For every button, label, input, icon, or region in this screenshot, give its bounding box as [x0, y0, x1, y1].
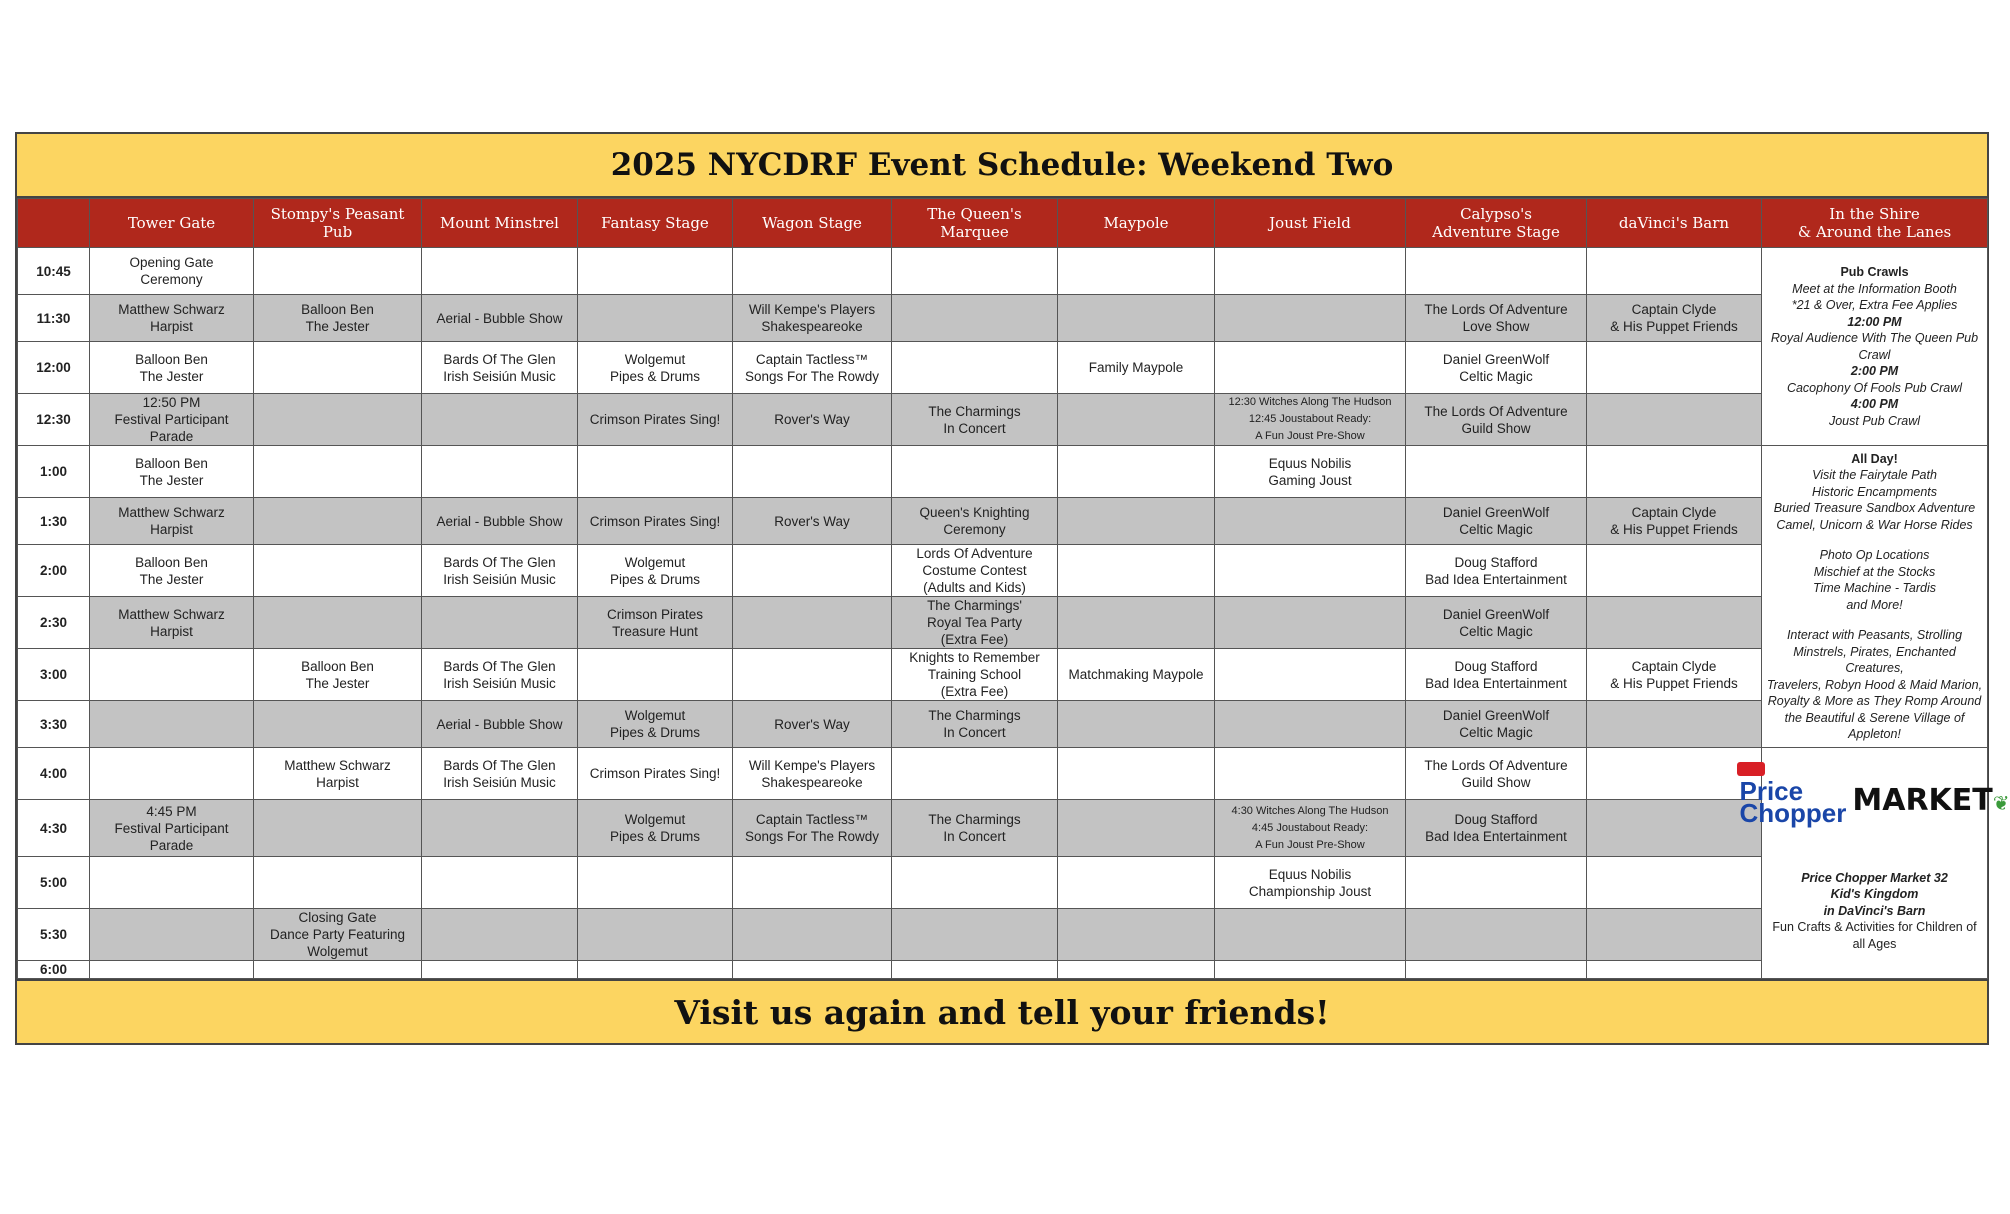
event-cell: Matthew Schwarz Harpist	[90, 498, 254, 545]
event-cell: Captain Clyde & His Puppet Friends	[1587, 295, 1762, 342]
pub-crawls-heading: Pub Crawls	[1840, 265, 1909, 279]
event-cell	[422, 857, 578, 909]
event-cell	[733, 649, 892, 701]
column-header: daVinci's Barn	[1587, 199, 1762, 248]
event-cell	[1215, 295, 1406, 342]
event-cell	[1587, 961, 1762, 979]
header-row	[18, 199, 1988, 248]
event-cell	[1406, 961, 1587, 979]
event-cell	[254, 800, 422, 857]
event-cell	[254, 857, 422, 909]
event-cell	[578, 961, 733, 979]
kids-line: Kid's Kingdom	[1830, 887, 1919, 902]
event-cell: The Charmings' Royal Tea Party (Extra Fee)	[892, 597, 1058, 649]
event-cell	[1058, 909, 1215, 961]
time-cell: 10:45	[18, 248, 90, 295]
event-cell	[1406, 857, 1587, 909]
event-cell	[1215, 545, 1406, 597]
photo-op-item: Time Machine - Tardis	[1812, 581, 1937, 595]
time-cell: 12:30	[18, 394, 90, 446]
event-cell	[422, 909, 578, 961]
event-cell	[578, 446, 733, 498]
schedule-row	[18, 248, 1988, 295]
time-cell: 6:00	[18, 961, 90, 979]
column-header: Joust Field	[1215, 199, 1406, 248]
event-cell	[1058, 446, 1215, 498]
event-cell	[1587, 800, 1762, 857]
event-cell	[1215, 649, 1406, 701]
kids-line: in DaVinci's Barn	[1823, 903, 1926, 918]
event-cell: The Charmings In Concert	[892, 800, 1058, 857]
event-cell: Bards Of The Glen Irish Seisiún Music	[422, 545, 578, 597]
pub-crawl-time: 12:00 PM	[1847, 314, 1902, 329]
event-cell	[1215, 961, 1406, 979]
event-cell	[90, 649, 254, 701]
event-cell	[1587, 857, 1762, 909]
event-cell	[422, 248, 578, 295]
event-cell	[1058, 248, 1215, 295]
event-cell	[892, 248, 1058, 295]
event-cell	[578, 248, 733, 295]
event-cell	[1587, 394, 1762, 446]
side-all-day	[1762, 446, 1988, 748]
time-cell: 5:30	[18, 909, 90, 961]
side-pub-crawls	[1762, 248, 1988, 446]
event-cell	[1587, 748, 1762, 800]
event-cell	[1058, 498, 1215, 545]
schedule-row	[18, 342, 1988, 394]
event-cell	[1058, 748, 1215, 800]
event-cell: Balloon Ben The Jester	[254, 649, 422, 701]
event-cell: The Charmings In Concert	[892, 701, 1058, 748]
pub-crawls-info: Meet at the Information Booth	[1792, 281, 1957, 296]
event-cell	[90, 961, 254, 979]
event-cell: Equus Nobilis Gaming Joust	[1215, 446, 1406, 498]
event-cell: Doug Stafford Bad Idea Entertainment	[1406, 649, 1587, 701]
event-cell	[892, 446, 1058, 498]
event-cell	[892, 748, 1058, 800]
photo-op-item: and More!	[1846, 597, 1903, 612]
event-cell	[254, 248, 422, 295]
schedule-row	[18, 748, 1988, 800]
schedule-table	[17, 198, 2010, 979]
event-cell	[892, 857, 1058, 909]
kids-line: Price Chopper Market 32	[1801, 870, 1948, 885]
event-cell	[1587, 909, 1762, 961]
event-cell	[1215, 498, 1406, 545]
event-cell: Knights to Remember Training School (Extra Fee)	[892, 649, 1058, 701]
event-cell	[254, 701, 422, 748]
schedule-row	[18, 498, 1988, 545]
all-day-item: Buried Treasure Sandbox Adventure	[1773, 501, 1976, 515]
event-cell: Will Kempe's Players Shakespeareoke	[733, 748, 892, 800]
event-cell: 12:50 PM Festival Participant Parade	[90, 394, 254, 446]
event-cell	[733, 545, 892, 597]
event-cell: Wolgemut Pipes & Drums	[578, 545, 733, 597]
kids-description: Fun Crafts & Activities for Children of all Ages	[1772, 920, 1977, 951]
event-cell: The Lords Of Adventure Guild Show	[1406, 394, 1587, 446]
all-day-heading: All Day!	[1851, 451, 1898, 466]
column-header: Fantasy Stage	[578, 199, 733, 248]
event-cell	[254, 545, 422, 597]
event-cell	[892, 342, 1058, 394]
event-cell	[1587, 248, 1762, 295]
event-cell: Matthew Schwarz Harpist	[90, 295, 254, 342]
event-cell	[254, 342, 422, 394]
event-cell	[733, 597, 892, 649]
event-cell	[1587, 597, 1762, 649]
schedule-footer: Visit us again and tell your friends!	[17, 979, 1987, 1043]
event-cell	[1058, 545, 1215, 597]
time-cell: 3:00	[18, 649, 90, 701]
event-cell	[1406, 909, 1587, 961]
schedule-row	[18, 961, 1988, 979]
event-cell	[1215, 909, 1406, 961]
event-cell: Closing Gate Dance Party Featuring Wolgemut	[254, 909, 422, 961]
event-cell	[1058, 857, 1215, 909]
event-cell	[422, 597, 578, 649]
event-cell: Bards Of The Glen Irish Seisiún Music	[422, 649, 578, 701]
event-cell	[1215, 342, 1406, 394]
event-cell: 4:45 PM Festival Participant Parade	[90, 800, 254, 857]
column-header: Maypole	[1058, 199, 1215, 248]
schedule-row	[18, 909, 1988, 961]
column-header: Stompy's Peasant Pub	[254, 199, 422, 248]
schedule-row	[18, 394, 1988, 446]
pub-crawls-note: *21 & Over, Extra Fee Applies	[1791, 298, 1958, 312]
event-cell	[733, 909, 892, 961]
schedule-row	[18, 701, 1988, 748]
event-cell	[254, 498, 422, 545]
event-cell	[1215, 748, 1406, 800]
event-cell	[422, 446, 578, 498]
all-day-item: Camel, Unicorn & War Horse Rides	[1776, 517, 1973, 532]
event-cell: Opening Gate Ceremony	[90, 248, 254, 295]
event-cell	[578, 649, 733, 701]
price-chopper-logo: Price Chopper	[1739, 780, 1846, 824]
header-time-corner	[18, 199, 90, 248]
schedule-title: 2025 NYCDRF Event Schedule: Weekend Two	[17, 134, 1987, 198]
event-cell: 4:30 Witches Along The Hudson 4:45 Joustabout Ready: A Fun Joust Pre-Show	[1215, 800, 1406, 857]
event-cell: Daniel GreenWolf Celtic Magic	[1406, 498, 1587, 545]
event-cell	[733, 446, 892, 498]
event-cell: Captain Tactless™ Songs For The Rowdy	[733, 800, 892, 857]
event-cell: Aerial - Bubble Show	[422, 498, 578, 545]
event-cell: The Lords Of Adventure Guild Show	[1406, 748, 1587, 800]
event-cell	[892, 961, 1058, 979]
event-cell: Will Kempe's Players Shakespeareoke	[733, 295, 892, 342]
event-cell	[1215, 597, 1406, 649]
event-cell: Rover's Way	[733, 394, 892, 446]
event-cell: Rover's Way	[733, 498, 892, 545]
photo-op-item: Photo Op Locations	[1819, 548, 1930, 562]
interact-text: Interact with Peasants, Strolling Minstrels, Pirates, Enchanted Creatures,	[1786, 628, 1963, 675]
event-cell	[892, 295, 1058, 342]
event-cell	[90, 701, 254, 748]
market-logo: MARKET❦	[1852, 782, 2010, 818]
all-day-item: Visit the Fairytale Path	[1812, 468, 1937, 482]
leaf-icon: ❦	[1992, 790, 2010, 815]
event-cell: Wolgemut Pipes & Drums	[578, 342, 733, 394]
event-cell: Captain Clyde & His Puppet Friends	[1587, 498, 1762, 545]
event-cell: Wolgemut Pipes & Drums	[578, 701, 733, 748]
schedule-row	[18, 649, 1988, 701]
event-cell: Matthew Schwarz Harpist	[254, 748, 422, 800]
event-cell: Crimson Pirates Treasure Hunt	[578, 597, 733, 649]
event-cell: Balloon Ben The Jester	[90, 446, 254, 498]
event-cell: The Charmings In Concert	[892, 394, 1058, 446]
column-header: Tower Gate	[90, 199, 254, 248]
event-cell	[90, 748, 254, 800]
event-cell: Aerial - Bubble Show	[422, 701, 578, 748]
time-cell: 1:30	[18, 498, 90, 545]
event-cell: Balloon Ben The Jester	[90, 342, 254, 394]
column-header: In the Shire & Around the Lanes	[1762, 199, 1988, 248]
schedule-row	[18, 800, 1988, 857]
time-cell: 2:30	[18, 597, 90, 649]
schedule-row	[18, 295, 1988, 342]
time-cell: 5:00	[18, 857, 90, 909]
time-cell: 4:30	[18, 800, 90, 857]
schedule-row	[18, 545, 1988, 597]
column-header: Calypso's Adventure Stage	[1406, 199, 1587, 248]
event-cell	[892, 909, 1058, 961]
column-header: Mount Minstrel	[422, 199, 578, 248]
pub-crawl-event: Cacophony Of Fools Pub Crawl	[1786, 380, 1963, 395]
event-cell	[1058, 800, 1215, 857]
event-cell: Equus Nobilis Championship Joust	[1215, 857, 1406, 909]
price-chopper-market-logo	[1739, 774, 2010, 830]
event-cell: Balloon Ben The Jester	[90, 545, 254, 597]
event-cell	[90, 909, 254, 961]
event-cell	[1587, 701, 1762, 748]
event-cell: Aerial - Bubble Show	[422, 295, 578, 342]
event-cell	[422, 800, 578, 857]
event-cell: Doug Stafford Bad Idea Entertainment	[1406, 800, 1587, 857]
time-cell: 4:00	[18, 748, 90, 800]
event-cell	[1406, 248, 1587, 295]
travelers-text: Travelers, Robyn Hood & Maid Marion, Royalty & More as They Romp Around the Beautiful & Serene Village of Appleton!	[1766, 677, 1983, 741]
pub-crawl-time: 4:00 PM	[1850, 397, 1899, 411]
event-cell	[733, 857, 892, 909]
event-cell	[733, 961, 892, 979]
event-cell: Captain Clyde & His Puppet Friends	[1587, 649, 1762, 701]
event-cell: 12:30 Witches Along The Hudson 12:45 Joustabout Ready: A Fun Joust Pre-Show	[1215, 394, 1406, 446]
event-cell	[733, 248, 892, 295]
time-cell: 3:30	[18, 701, 90, 748]
schedule-body	[18, 248, 2010, 979]
schedule-row	[18, 446, 1988, 498]
event-cell: Crimson Pirates Sing!	[578, 394, 733, 446]
event-cell: Matthew Schwarz Harpist	[90, 597, 254, 649]
event-cell: Queen's Knighting Ceremony	[892, 498, 1058, 545]
event-cell	[578, 909, 733, 961]
event-cell: Bards Of The Glen Irish Seisiún Music	[422, 748, 578, 800]
event-cell: Lords Of Adventure Costume Contest (Adults and Kids)	[892, 545, 1058, 597]
photo-op-item: Mischief at the Stocks	[1813, 564, 1936, 579]
event-cell: Captain Tactless™ Songs For The Rowdy	[733, 342, 892, 394]
event-cell: Wolgemut Pipes & Drums	[578, 800, 733, 857]
event-cell	[422, 394, 578, 446]
event-cell: Matchmaking Maypole	[1058, 649, 1215, 701]
event-cell	[254, 446, 422, 498]
event-cell: Doug Stafford Bad Idea Entertainment	[1406, 545, 1587, 597]
event-cell	[1215, 248, 1406, 295]
event-cell: Balloon Ben The Jester	[254, 295, 422, 342]
all-day-item: Historic Encampments	[1811, 484, 1938, 499]
event-cell	[1587, 545, 1762, 597]
event-cell	[422, 961, 578, 979]
event-cell: Daniel GreenWolf Celtic Magic	[1406, 701, 1587, 748]
event-cell	[1587, 446, 1762, 498]
event-cell	[578, 295, 733, 342]
pub-crawl-event: Joust Pub Crawl	[1828, 413, 1920, 428]
schedule-row	[18, 857, 1988, 909]
time-cell: 12:00	[18, 342, 90, 394]
event-cell	[1058, 961, 1215, 979]
event-cell: Daniel GreenWolf Celtic Magic	[1406, 597, 1587, 649]
event-cell	[90, 857, 254, 909]
pub-crawl-event: Royal Audience With The Queen Pub Crawl	[1770, 331, 1979, 362]
side-kids-kingdom	[1739, 748, 2010, 979]
time-cell: 1:00	[18, 446, 90, 498]
event-cell	[578, 857, 733, 909]
event-cell	[1406, 446, 1587, 498]
event-cell: Crimson Pirates Sing!	[578, 748, 733, 800]
pub-crawl-time: 2:00 PM	[1850, 364, 1899, 378]
time-cell: 11:30	[18, 295, 90, 342]
event-cell	[254, 961, 422, 979]
event-cell: Daniel GreenWolf Celtic Magic	[1406, 342, 1587, 394]
event-cell	[1058, 701, 1215, 748]
schedule-row	[18, 597, 1988, 649]
event-cell	[1215, 701, 1406, 748]
column-header: Wagon Stage	[733, 199, 892, 248]
event-cell: Crimson Pirates Sing!	[578, 498, 733, 545]
event-cell	[1058, 597, 1215, 649]
event-cell: The Lords Of Adventure Love Show	[1406, 295, 1587, 342]
event-cell	[1058, 394, 1215, 446]
time-cell: 2:00	[18, 545, 90, 597]
event-cell: Bards Of The Glen Irish Seisiún Music	[422, 342, 578, 394]
schedule	[15, 132, 2010, 1045]
event-cell: Rover's Way	[733, 701, 892, 748]
event-cell	[1587, 342, 1762, 394]
column-header: The Queen's Marquee	[892, 199, 1058, 248]
event-cell	[254, 597, 422, 649]
event-cell	[254, 394, 422, 446]
event-cell: Family Maypole	[1058, 342, 1215, 394]
event-cell	[1058, 295, 1215, 342]
